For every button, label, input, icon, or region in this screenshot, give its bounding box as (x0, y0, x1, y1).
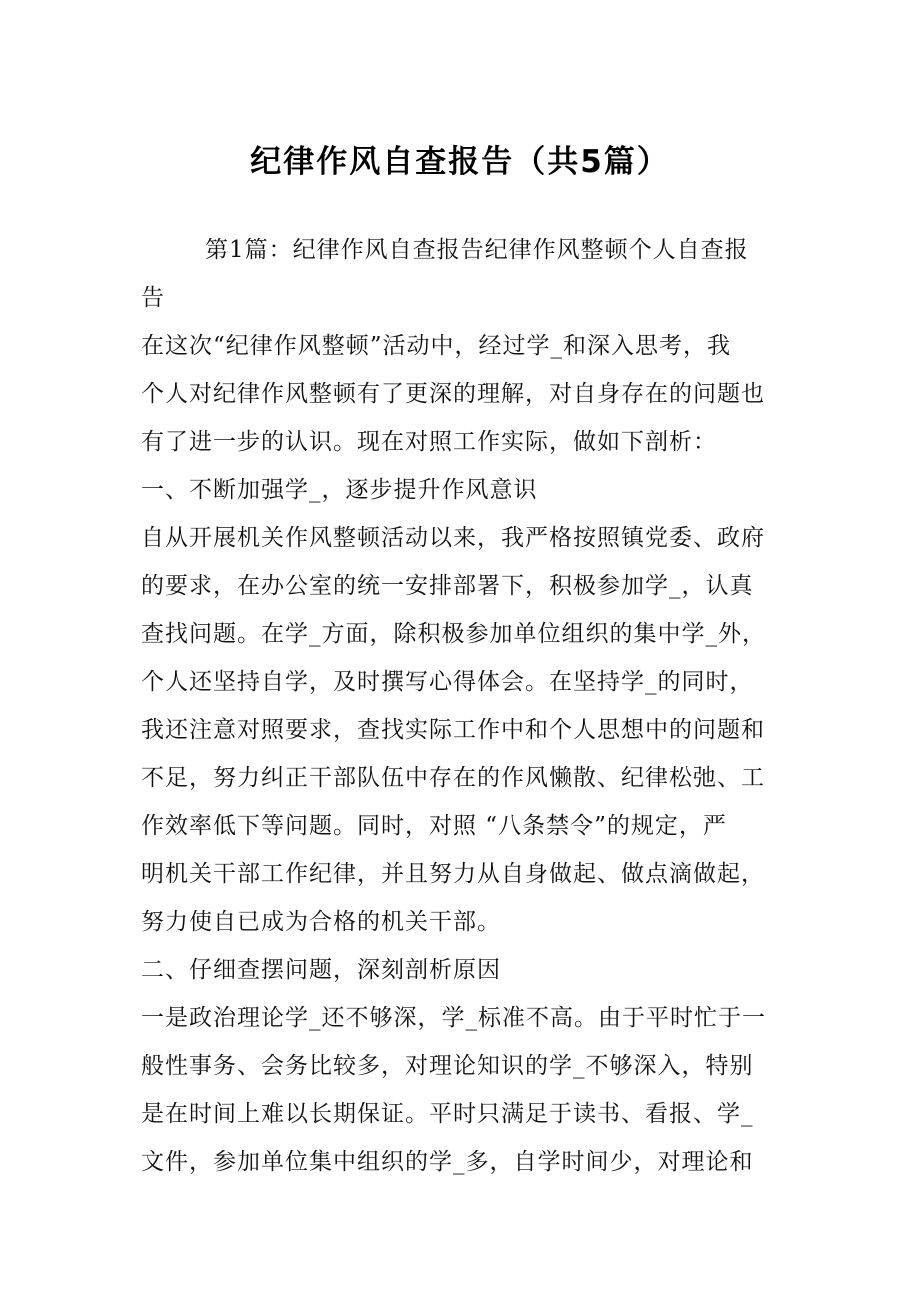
document-body (141, 226, 801, 1186)
paragraph-line: 第1篇：纪律作风自查报告纪律作风整顿个人自查报 (205, 237, 749, 263)
paragraph-line: 般性事务、会务比较多，对理论知识的学_不够深入，特别 (141, 1053, 754, 1079)
document-title: 纪律作风自查报告（共5篇） (250, 144, 670, 180)
paragraph-line: 明机关干部工作纪律，并且努力从自身做起、做点滴做起， (141, 861, 765, 887)
paragraph-line: 文件，参加单位集中组织的学_多，自学时间少，对理论和 (141, 1149, 754, 1175)
paragraph-line: 是在时间上难以长期保证。平时只满足于读书、看报、学_ (141, 1101, 754, 1127)
section-heading: 一、不断加强学_，逐步提升作风意识 (141, 477, 538, 503)
paragraph-line: 自从开展机关作风整顿活动以来，我严格按照镇党委、政府 (141, 525, 765, 551)
paragraph-line: 努力使自已成为合格的机关干部。 (141, 909, 501, 935)
section-heading: 二、仔细查摆问题，深刻剖析原因 (141, 957, 501, 983)
paragraph-line: 一是政治理论学_还不够深，学_标准不高。由于平时忙于一 (141, 1005, 766, 1031)
paragraph-line: 在这次“纪律作风整顿”活动中，经过学_和深入思考，我 (141, 333, 732, 359)
paragraph-line: 不足，努力纠正干部队伍中存在的作风懒散、纪律松弛、工 (141, 765, 765, 791)
paragraph-line: 有了进一步的认识。现在对照工作实际，做如下剖析： (141, 429, 717, 455)
paragraph-line: 的要求，在办公室的统一安排部署下，积极参加学_，认真 (141, 573, 754, 599)
paragraph-line: 作效率低下等问题。同时，对照 “八条禁令”的规定，严 (141, 813, 727, 839)
paragraph-line: 我还注意对照要求，查找实际工作中和个人思想中的问题和 (141, 717, 765, 743)
paragraph-line: 个人还坚持自学，及时撰写心得体会。在坚持学_的同时， (141, 669, 754, 695)
paragraph-line: 告 (141, 285, 165, 311)
paragraph-line: 查找问题。在学_方面，除积极参加单位组织的集中学_外， (141, 621, 766, 647)
paragraph-line: 个人对纪律作风整顿有了更深的理解，对自身存在的问题也 (141, 381, 765, 407)
